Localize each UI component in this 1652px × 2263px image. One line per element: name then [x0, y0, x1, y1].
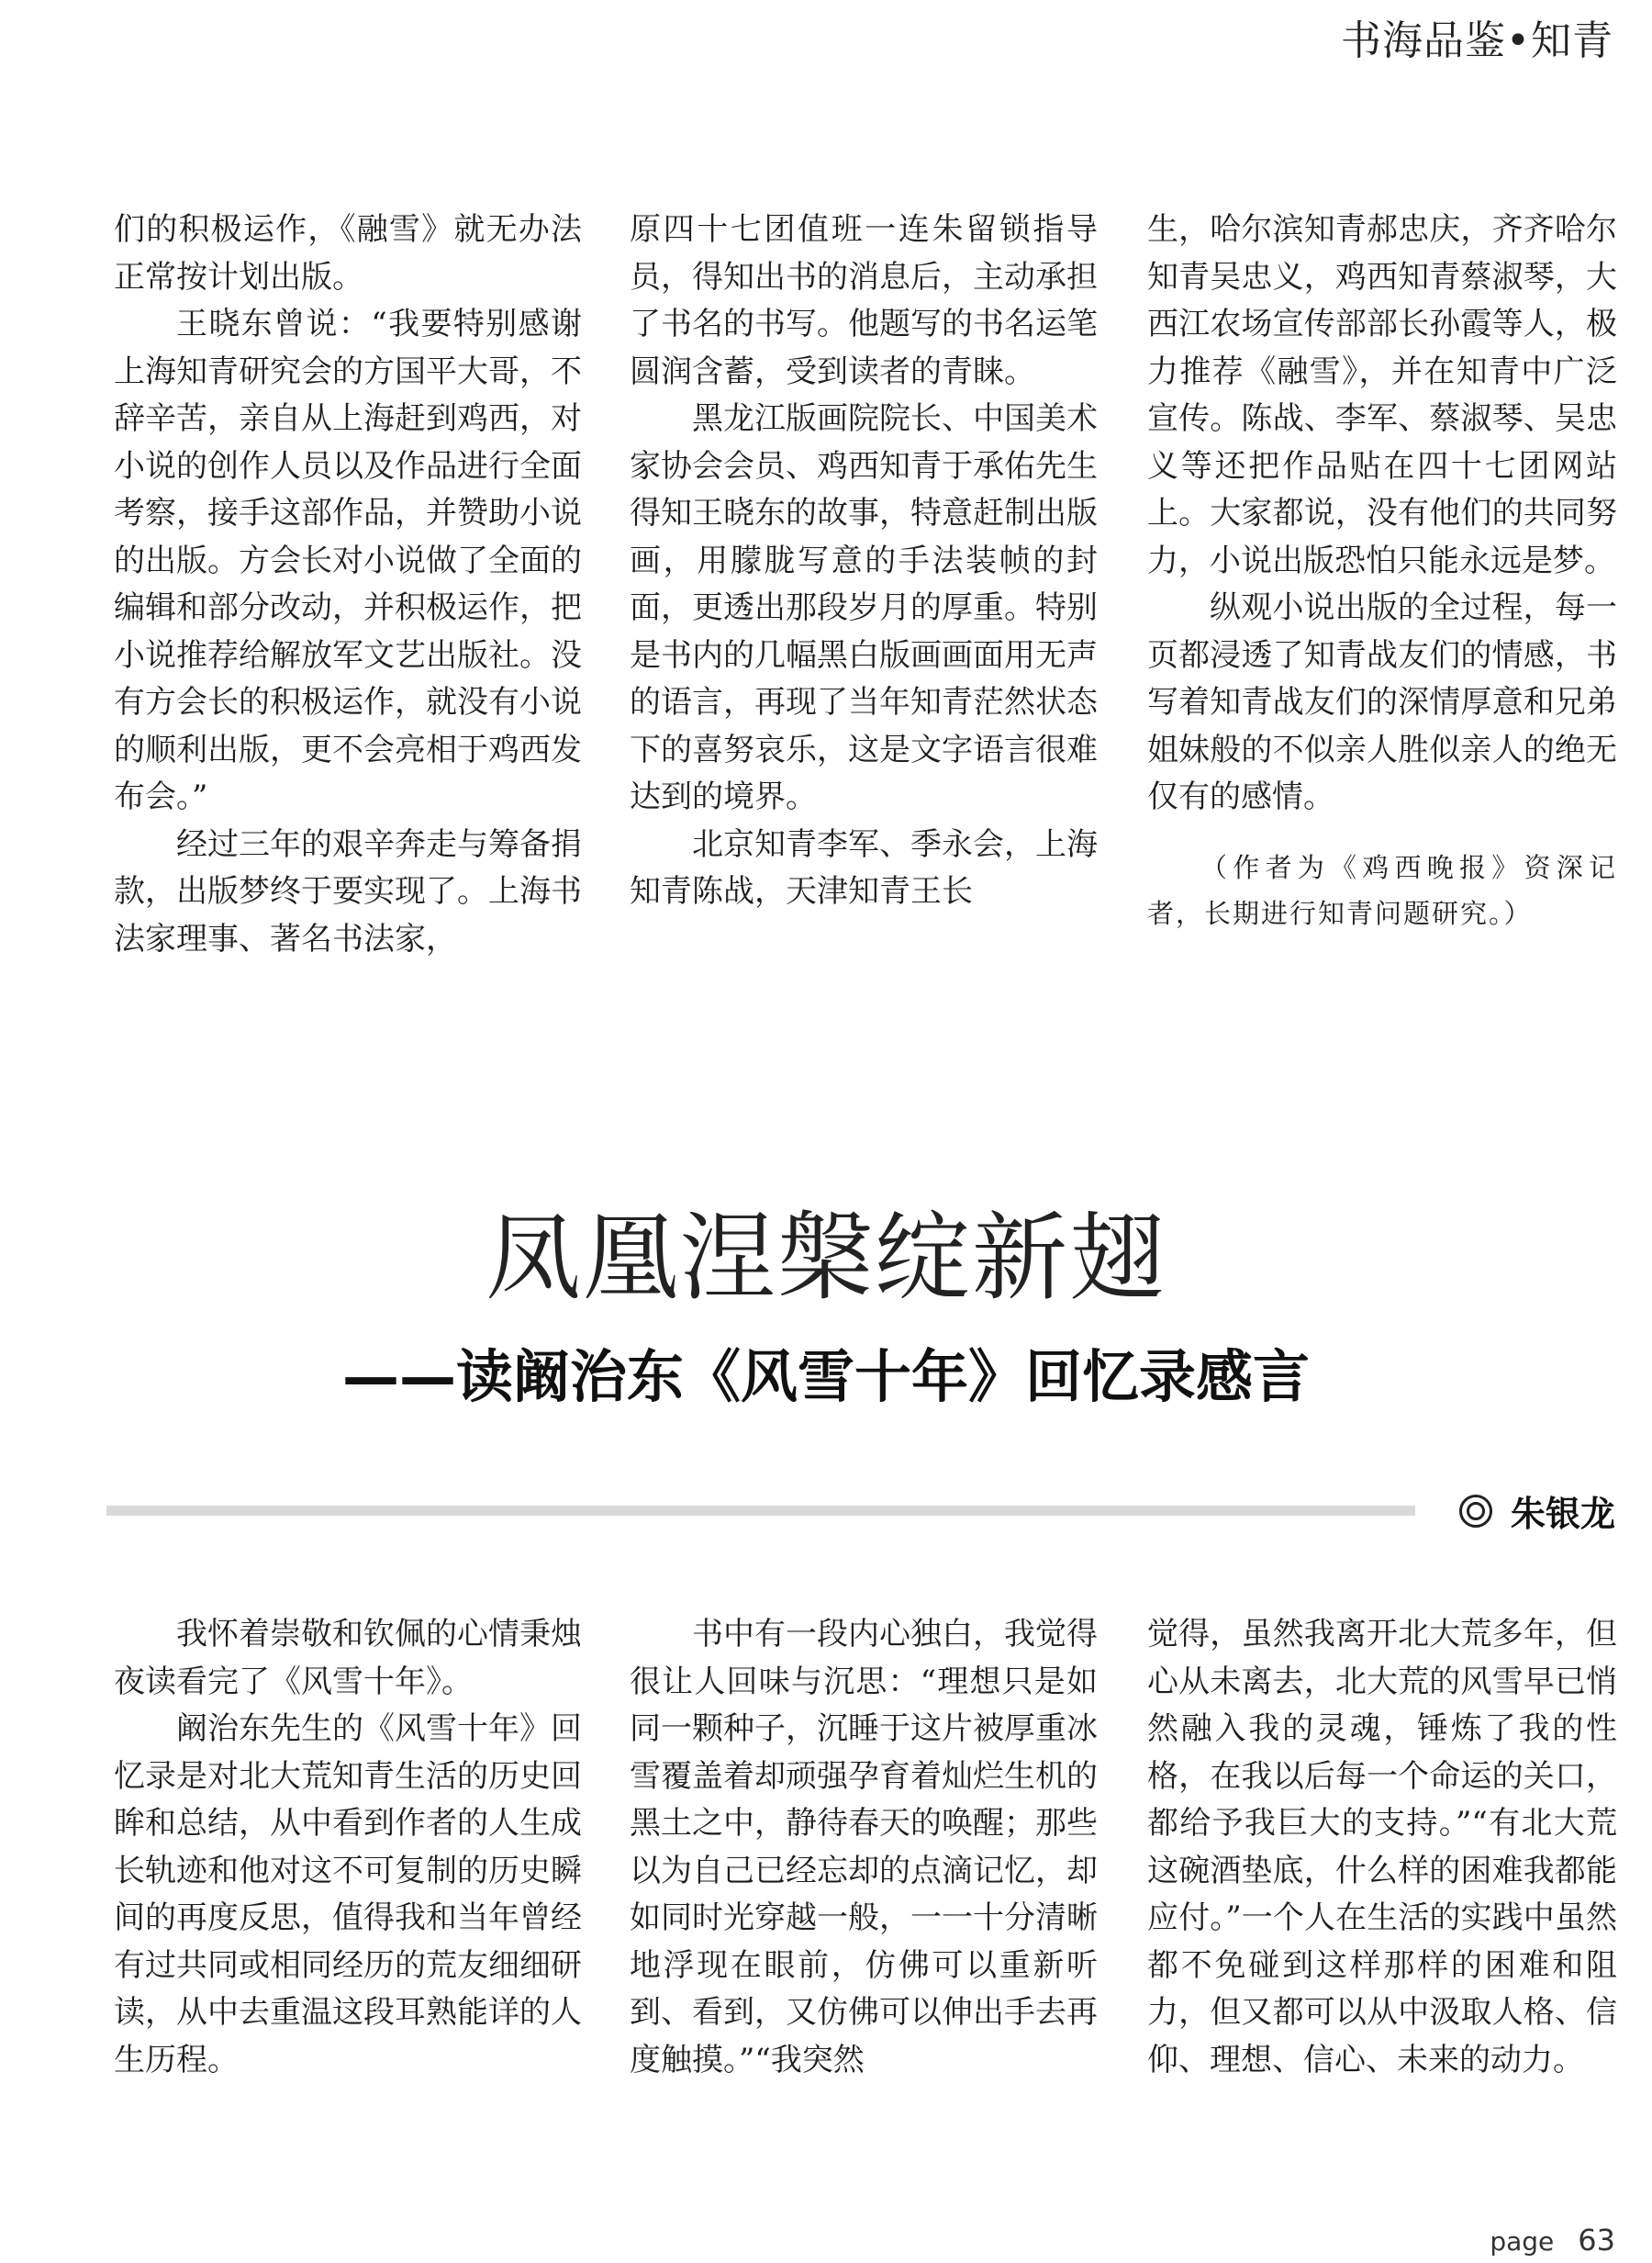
paragraph: 我怀着崇敬和钦佩的心情秉烛夜读看完了《风雪十年》。: [114, 1616, 582, 1700]
author-note: （作者为《鸡西晚报》资深记者，长期进行知青问题研究。）: [1147, 851, 1617, 929]
paragraph: 觉得，虽然我离开北大荒多年，但心从未离去，北大荒的风雪早已悄然融入我的灵魂，锤炼了我的性格，在我以后每一个命运的关口，都给予我巨大的支持。”“有北大荒这碗酒垫底，什么样的困难我都能应付。”一个人在生活的实践中虽然都不免碰到这样那样的困难和阻力，但又都可以从中汲取人格、信仰、理想、信心、未来的动力。: [1147, 1616, 1617, 2078]
author-name: 朱银龙: [1510, 1494, 1615, 1534]
page-number-value: 63: [1578, 2223, 1615, 2257]
paragraph: 书中有一段内心独白，我觉得很让人回味与沉思：“理想只是如同一颗种子，沉睡于这片被厚重冰雪覆盖着却顽强孕育着灿烂生机的黑土之中，静待春天的唤醒；那些以为自己已经忘却的点滴记忆，却如同时光穿越一般，一一十分清晰地浮现在眼前，仿佛可以重新听到、看到，又仿佛可以伸出手去再度触摸。”“我突然: [630, 1616, 1098, 2078]
paragraph: 北京知青李军、季永会，上海知青陈战，天津知青王长: [630, 825, 1098, 910]
article-title: 凤凰涅槃绽新翅: [485, 1202, 1166, 1314]
paragraph: 们的积极运作，《融雪》就无办法正常按计划出版。: [114, 211, 582, 296]
paragraph: 纵观小说出版的全过程，每一页都浸透了知青战友们的情感，书写着知青战友们的深情厚意和兄弟姐妹般的不似亲人胜似亲人的绝无仅有的感情。: [1147, 589, 1617, 815]
article-subtitle: ——读阚治东《风雪十年》回忆录感言: [341, 1343, 1310, 1410]
section-header: 书海品鉴•知青: [1341, 17, 1613, 64]
byline: [1459, 1485, 1615, 1536]
article2-column-2: [630, 1611, 1098, 2084]
article1-column-3: [1147, 207, 1617, 936]
paragraph: 王晓东曾说：“我要特别感谢上海知青研究会的方国平大哥，不辞辛苦，亲自从上海赶到鸡西，对小说的创作人员以及作品进行全面考察，接手这部作品，并赞助小说的出版。方会长对小说做了全面的编辑和部分改动，并积极运作，把小说推荐给解放军文艺出版社。没有方会长的积极运作，就没有小说的顺利出版，更不会亮相于鸡西发布会。”: [114, 306, 582, 815]
article2-column-1: [114, 1611, 582, 2084]
double-circle-icon: [1459, 1495, 1492, 1528]
paragraph: 黑龙江版画院院长、中国美术家协会会员、鸡西知青于承佑先生得知王晓东的故事，特意赶制出版画，用朦胧写意的手法装帧的封面，更透出那段岁月的厚重。特别是书内的几幅黑白版画画面用无声的语言，再现了当年知青茫然状态下的喜努哀乐，这是文字语言很难达到的境界。: [630, 400, 1098, 815]
paragraph: 经过三年的艰辛奔走与筹备捐款，出版梦终于要实现了。上海书法家理事、著名书法家，: [114, 825, 582, 958]
paragraph: 生，哈尔滨知青郝忠庆，齐齐哈尔知青吴忠义，鸡西知青蔡淑琴，大西江农场宣传部部长孙霞等人，极力推荐《融雪》，并在知青中广泛宣传。陈战、李军、蔡淑琴、吴忠义等还把作品贴在四十七团网站上。大家都说，没有他们的共同努力，小说出版恐怕只能永远是梦。: [1147, 211, 1617, 579]
paragraph: 原四十七团值班一连朱留锁指导员，得知出书的消息后，主动承担了书名的书写。他题写的书名运笔圆润含蓄，受到读者的青睐。: [630, 211, 1098, 390]
divider: [106, 1506, 1415, 1516]
page-label: page: [1490, 2226, 1555, 2257]
page-number: [1490, 2223, 1615, 2257]
paragraph: 阚治东先生的《风雪十年》回忆录是对北大荒知青生活的历史回眸和总结，从中看到作者的人生成长轨迹和他对这不可复制的历史瞬间的再度反思，值得我和当年曾经有过共同或相同经历的荒友细细研读，从中去重温这段耳熟能详的人生历程。: [114, 1710, 582, 2078]
article1-column-1: [114, 207, 582, 963]
article2-column-3: [1147, 1611, 1617, 2084]
article1-column-2: [630, 207, 1098, 916]
